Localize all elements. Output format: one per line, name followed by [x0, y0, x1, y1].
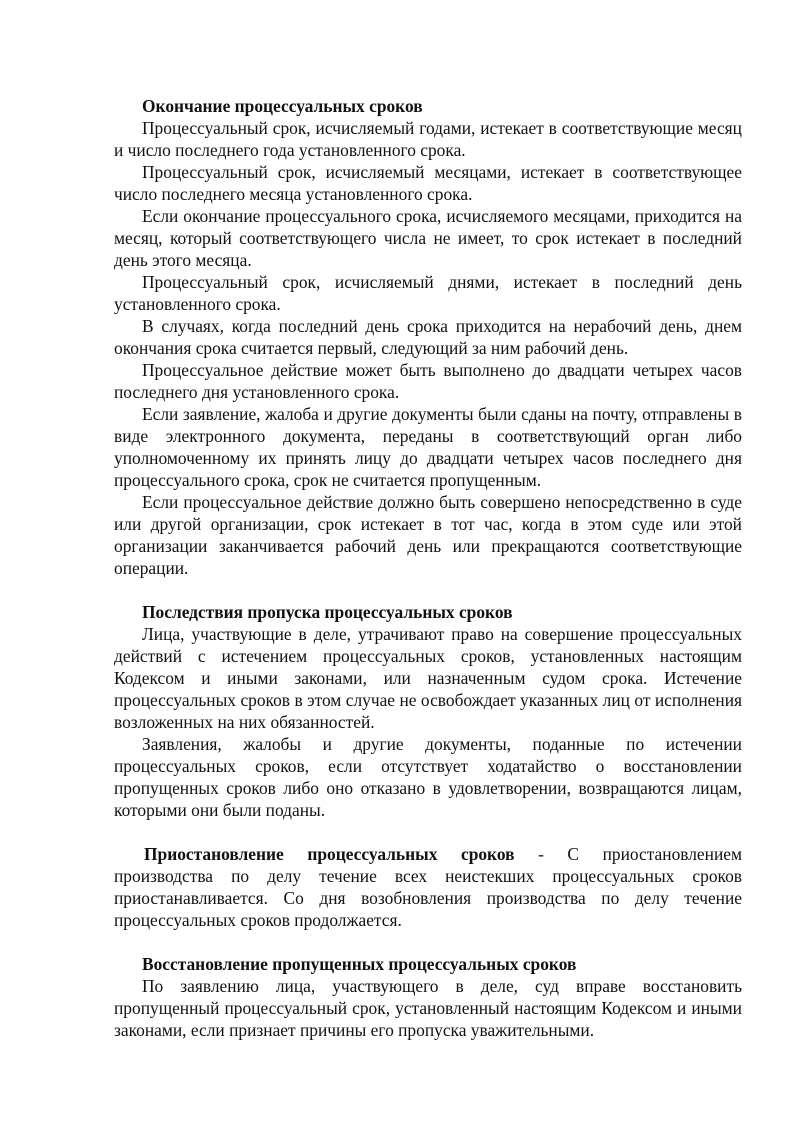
section-heading: Окончание процессуальных сроков [142, 96, 423, 116]
section-end-of-terms [114, 95, 742, 579]
inline-text: С приостановлением производства по делу течение всех неистекших процессуальных сроков приостанавливается. Со дня возобновления производства по делу течение процессуальных сроков продолжается. [114, 844, 742, 930]
section-spacer [114, 579, 742, 601]
section-heading: Восстановление пропущенных процессуальных сроков [142, 954, 577, 974]
paragraph: Процессуальный срок, исчисляемый годами, истекает в соответствующие месяц и число последнего года установленного срока. [114, 118, 742, 160]
paragraph: Процессуальный срок, исчисляемый месяцами, истекает в соответствующее число последнего месяца установленного срока. [114, 162, 742, 204]
paragraph: Лица, участвующие в деле, утрачивают право на совершение процессуальных действий с истечением процессуальных сроков, установленных настоящим Кодексом и иными законами, или назначенным судом срока. Истечение процессуальных сроков в этом случае не освобождает указанных лиц от исполнения возложенных на них обязанностей. [114, 624, 742, 732]
inline-separator: - [514, 844, 568, 864]
inline-paragraph [114, 843, 742, 931]
paragraph: Заявления, жалобы и другие документы, поданные по истечении процессуальных сроков, если отсутствует ходатайство о восстановлении пропущенных сроков либо оно отказано в удовлетворении, возвращаются лицам, которыми они были поданы. [114, 734, 742, 820]
section-missed-terms-consequences [114, 601, 742, 821]
document-page [114, 95, 742, 1041]
section-spacer [114, 821, 742, 843]
section-spacer [114, 931, 742, 953]
paragraph: Процессуальное действие может быть выполнено до двадцати четырех часов последнего дня установленного срока. [114, 360, 742, 402]
paragraph: Если заявление, жалоба и другие документы были сданы на почту, отправлены в виде электронного документа, переданы в соответствующий орган либо уполномоченному их принять лицу до двадцати четырех часов последнего дня процессуального срока, срок не считается пропущенным. [114, 404, 742, 490]
section-heading: Последствия пропуска процессуальных сроков [142, 602, 513, 622]
paragraph: Если процессуальное действие должно быть совершено непосредственно в суде или другой организации, срок истекает в тот час, когда в этом суде или этой организации заканчивается рабочий день или прекращаются соответствующие операции. [114, 492, 742, 578]
paragraph: Если окончание процессуального срока, исчисляемого месяцами, приходится на месяц, который соответствующего числа не имеет, то срок истекает в последний день этого месяца. [114, 206, 742, 270]
section-suspension-of-terms [114, 843, 742, 931]
section-restoration-of-terms [114, 953, 742, 1041]
paragraph: В случаях, когда последний день срока приходится на нерабочий день, днем окончания срока считается первый, следующий за ним рабочий день. [114, 316, 742, 358]
paragraph: По заявлению лица, участвующего в деле, суд вправе восстановить пропущенный процессуальный срок, установленный настоящим Кодексом и иными законами, если признает причины его пропуска уважительными. [114, 976, 742, 1040]
paragraph: Процессуальный срок, исчисляемый днями, истекает в последний день установленного срока. [114, 272, 742, 314]
inline-heading: Приостановление процессуальных сроков [144, 844, 515, 864]
